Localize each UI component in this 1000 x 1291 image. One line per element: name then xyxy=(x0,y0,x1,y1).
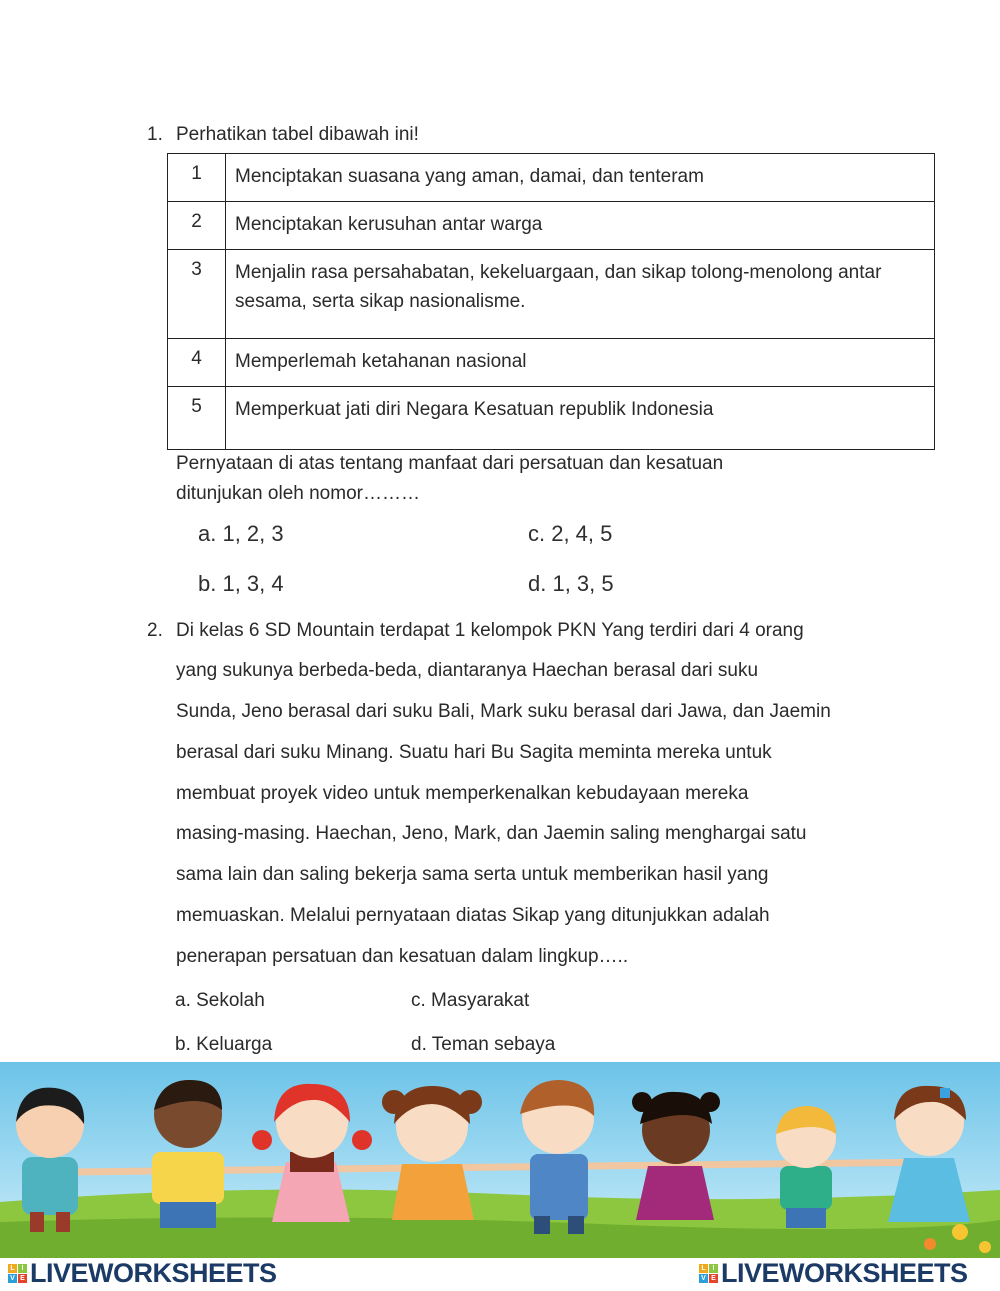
question-2-line: membuat proyek video untuk memperkenalkan kebudayaan mereka xyxy=(176,783,749,804)
question-2-line: sama lain dan saling bekerja sama serta untuk memberikan hasil yang xyxy=(176,864,769,885)
logo-mark-letter: I xyxy=(709,1264,718,1273)
logo-mark-letter: E xyxy=(18,1274,27,1283)
question-2-line: berasal dari suku Minang. Suatu hari Bu Sagita meminta mereka untuk xyxy=(176,742,772,763)
row-text: Menciptakan suasana yang aman, damai, dan tenteram xyxy=(226,154,935,202)
question-1-title: Perhatikan tabel dibawah ini! xyxy=(176,124,419,145)
q1-option-d[interactable]: d. 1, 3, 5 xyxy=(528,571,614,596)
row-number: 4 xyxy=(168,339,226,387)
logo-mark-letter: V xyxy=(699,1274,708,1283)
q2-option-b[interactable]: b. Keluarga xyxy=(175,1034,273,1055)
row-text: Menjalin rasa persahabatan, kekeluargaan, dan sikap tolong-menolong antar sesama, serta sikap nasionalisme. xyxy=(226,250,935,339)
logo-mark-icon xyxy=(699,1264,718,1283)
row-number: 2 xyxy=(168,202,226,250)
row-number: 5 xyxy=(168,387,226,450)
question-1-statement-line1: Pernyataan di atas tentang manfaat dari persatuan dan kesatuan xyxy=(176,453,724,474)
logo-mark-letter: I xyxy=(18,1264,27,1273)
question-2-line: masing-masing. Haechan, Jeno, Mark, dan Jaemin saling menghargai satu xyxy=(176,823,807,844)
q2-option-d[interactable]: d. Teman sebaya xyxy=(411,1034,556,1055)
liveworksheets-logo-right xyxy=(699,1257,968,1288)
q2-option-a[interactable]: a. Sekolah xyxy=(175,990,265,1011)
logo-text: LIVEWORKSHEETS xyxy=(721,1257,968,1288)
liveworksheets-logo-left xyxy=(8,1257,277,1288)
question-2-line: penerapan persatuan dan kesatuan dalam lingkup….. xyxy=(176,946,629,967)
question-2-line: Sunda, Jeno berasal dari suku Bali, Mark suku berasal dari Jawa, dan Jaemin xyxy=(176,701,831,722)
table-row xyxy=(168,202,935,250)
question-2-line: Di kelas 6 SD Mountain terdapat 1 kelompok PKN Yang terdiri dari 4 orang xyxy=(176,620,804,641)
table-row xyxy=(168,387,935,450)
q2-option-c[interactable]: c. Masyarakat xyxy=(411,990,530,1011)
question-2-line: memuaskan. Melalui pernyataan diatas Sikap yang ditunjukkan adalah xyxy=(176,905,770,926)
question-2-line: yang sukunya berbeda-beda, diantaranya Haechan berasal dari suku xyxy=(176,660,759,681)
q1-option-a[interactable]: a. 1, 2, 3 xyxy=(198,521,284,546)
logo-mark-letter: V xyxy=(8,1274,17,1283)
children-illustration xyxy=(0,1062,1000,1258)
logo-mark-icon xyxy=(8,1264,27,1283)
logo-mark-letter: E xyxy=(709,1274,718,1283)
question-1-statement-line2: ditunjukan oleh nomor……… xyxy=(176,483,420,504)
kids-holding-hands-image xyxy=(0,1062,1000,1258)
row-text: Memperkuat jati diri Negara Kesatuan republik Indonesia xyxy=(226,387,935,450)
logo-text: LIVEWORKSHEETS xyxy=(30,1257,277,1288)
row-text: Menciptakan kerusuhan antar warga xyxy=(226,202,935,250)
row-number: 1 xyxy=(168,154,226,202)
row-number: 3 xyxy=(168,250,226,339)
table-row xyxy=(168,250,935,339)
question-1-number: 1. xyxy=(147,124,163,145)
logo-mark-letter: L xyxy=(8,1264,17,1273)
statements-table xyxy=(167,153,935,450)
logo-mark-letter: L xyxy=(699,1264,708,1273)
q1-option-b[interactable]: b. 1, 3, 4 xyxy=(198,571,284,596)
question-2-number: 2. xyxy=(147,620,163,641)
table-row xyxy=(168,339,935,387)
q1-option-c[interactable]: c. 2, 4, 5 xyxy=(528,521,613,546)
table-row xyxy=(168,154,935,202)
row-text: Memperlemah ketahanan nasional xyxy=(226,339,935,387)
